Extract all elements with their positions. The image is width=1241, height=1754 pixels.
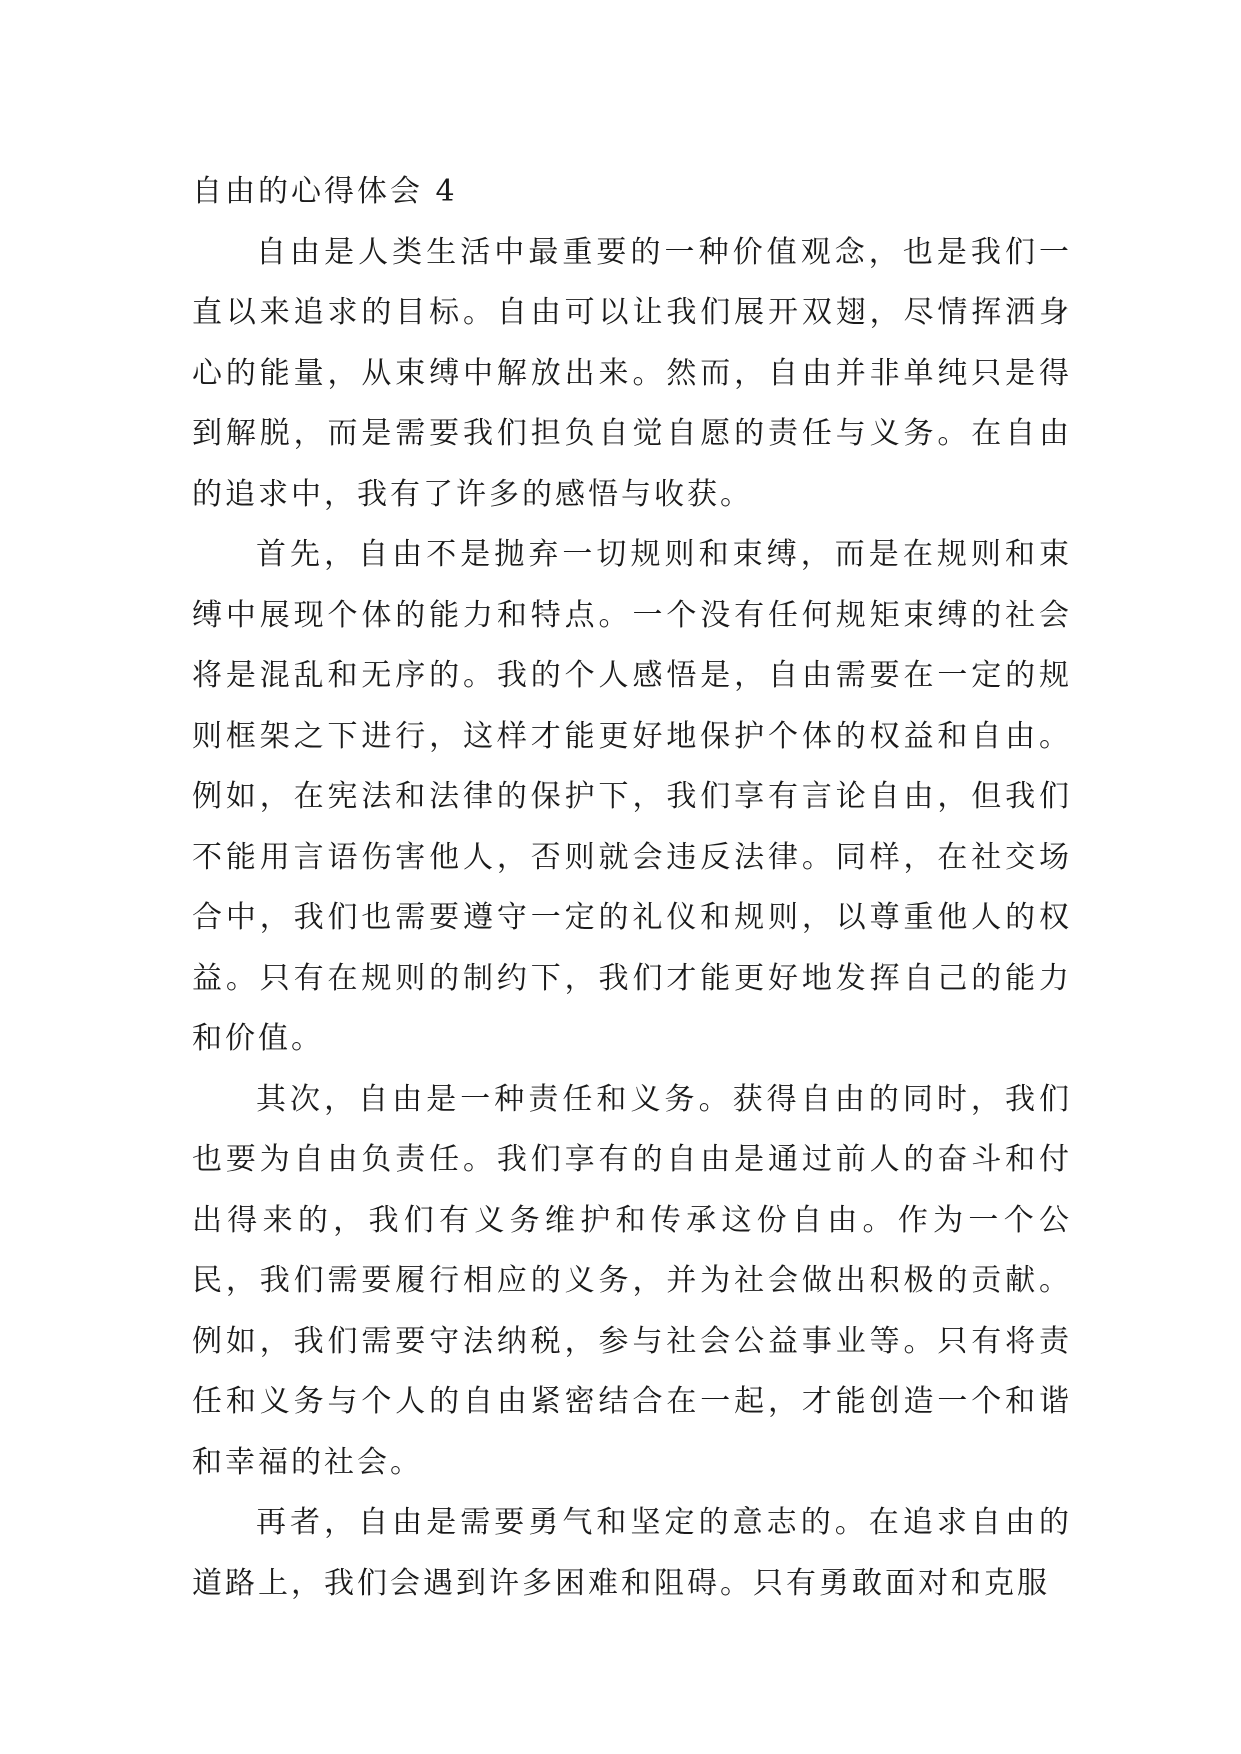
paragraph-second-point: 其次，自由是一种责任和义务。获得自由的同时，我们也要为自由负责任。我们享有的自由是通过前人的奋斗和付出得来的，我们有义务维护和传承这份自由。作为一个公民，我们需要履行相应的义务，并为社会做出积极的贡献。例如，我们需要守法纳税，参与社会公益事业等。只有将责任和义务与个人的自由紧密结合在一起，才能创造一个和谐和幸福的社会。 [192, 1081, 1072, 1480]
paragraph-intro: 自由是人类生活中最重要的一种价值观念，也是我们一直以来追求的目标。自由可以让我们展开双翅，尽情挥洒身心的能量，从束缚中解放出来。然而，自由并非单纯只是得到解脱，而是需要我们担负自觉自愿的责任与义务。在自由的追求中，我有了许多的感悟与收获。 [192, 234, 1072, 512]
paragraph-first-point: 首先，自由不是抛弃一切规则和束缚，而是在规则和束缚中展现个体的能力和特点。一个没有任何规矩束缚的社会将是混乱和无序的。我的个人感悟是，自由需要在一定的规则框架之下进行，这样才能更好地保护个体的权益和自由。例如，在宪法和法律的保护下，我们享有言论自由，但我们不能用言语伤害他人，否则就会违反法律。同样，在社交场合中，我们也需要遵守一定的礼仪和规则，以尊重他人的权益。只有在规则的制约下，我们才能更好地发挥自己的能力和价值。 [192, 537, 1072, 1056]
document-body [192, 162, 1072, 1614]
document-title: 自由的心得体会 4 [192, 174, 458, 209]
paragraph-third-point: 再者，自由是需要勇气和坚定的意志的。在追求自由的道路上，我们会遇到许多困难和阻碍。只有勇敢面对和克服 [192, 1505, 1072, 1601]
